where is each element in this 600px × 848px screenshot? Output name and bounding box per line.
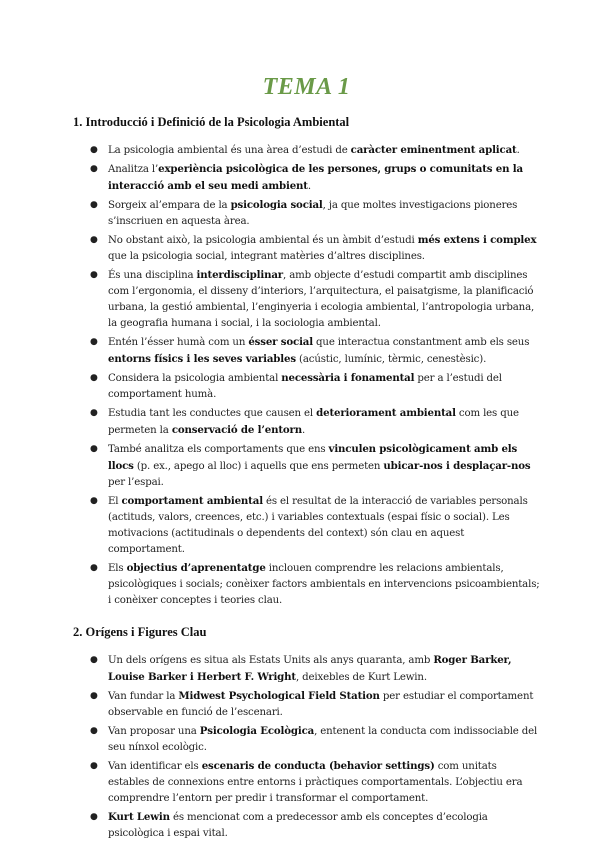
bullet-icon: ●: [90, 655, 98, 665]
bold-text: psicologia social: [230, 199, 323, 211]
bold-text: caràcter eminentment aplicat: [350, 144, 517, 156]
text-run: , entenent la conducta com indissociable del seu nínxol ecològic.: [108, 726, 538, 753]
bullet-icon: ●: [90, 812, 98, 822]
section-heading: 2. Orígens i Figures Clau: [73, 625, 207, 639]
list-item: [73, 809, 540, 842]
list-item: [73, 441, 540, 491]
bullet-icon: ●: [90, 270, 98, 280]
list-item: [73, 267, 540, 332]
bold-text: experiència psicològica de les persones, grups o comunitats en la interacció amb el seu medi ambient: [108, 163, 523, 192]
bullet-icon: ●: [90, 235, 98, 245]
bullet-list: [73, 652, 540, 842]
bullet-icon: ●: [90, 145, 98, 155]
bullet-icon: ●: [90, 563, 98, 573]
bold-text: objectius d’aprenentatge: [126, 562, 266, 574]
list-item: [73, 197, 540, 230]
bold-text: vinculen psicològicament amb els llocs: [108, 443, 518, 472]
text-run: Un dels orígens es situa als Estats Units als anys quaranta, amb: [108, 655, 434, 666]
list-item: [73, 161, 540, 195]
bold-text: ubicar-nos i desplaçar-nos: [383, 460, 531, 472]
bullet-icon: ●: [90, 726, 98, 736]
text-run: Van identificar els: [108, 761, 202, 772]
bullet-icon: ●: [90, 408, 98, 418]
text-run: , amb objecte d’estudi compartit amb disciplines com l’ergonomia, el disseny d’interiors, l’arquitectura, el paisatgisme, la planificació urbana, la gestió ambiental, l’enginyeria i ecologia ambiental, l’antropologia urbana, la geografia humana i social, i la sociologia ambiental.: [108, 270, 535, 329]
bullet-icon: ●: [90, 691, 98, 701]
text-run: Entén l’ésser humà com un: [108, 337, 249, 348]
text-run: és mencionat com a predecessor amb els conceptes d’ecologia psicològica i espai vital.: [108, 812, 488, 839]
text-run: Van fundar la: [108, 691, 179, 702]
bullet-icon: ●: [90, 761, 98, 771]
text-run: Considera la psicologia ambiental: [108, 373, 282, 384]
text-run: És una disciplina: [108, 270, 197, 281]
text-run: que interactua constantment amb els seus: [312, 337, 530, 348]
bullet-icon: ●: [90, 164, 98, 174]
list-item: [73, 370, 540, 403]
bullet-icon: ●: [90, 496, 98, 506]
list-item: [73, 652, 540, 686]
text-run: per l’espai.: [108, 477, 164, 488]
bold-text: més extens i complex: [417, 234, 537, 246]
text-run: També analitza els comportaments que ens: [108, 444, 329, 455]
list-item: [73, 723, 540, 756]
bold-text: Psicologia Ecològica: [199, 725, 315, 737]
section-heading: 1. Introducció i Definició de la Psicologia Ambiental: [73, 115, 350, 129]
text-run: .: [302, 425, 306, 436]
list-item: [73, 334, 540, 368]
text-run: Analitza l’: [108, 164, 159, 175]
bold-text: conservació de l’entorn: [171, 424, 303, 436]
list-item: [73, 493, 540, 558]
text-run: per estudiar el comportament observable en funció de l’escenari.: [108, 691, 534, 718]
text-run: és el resultat de la interacció de variables personals (actituds, valors, creences, etc.) i variables contextuals (espai físic o social). Les motivacions (actitudinals o dependents del context) són clau en aquest comportament.: [108, 496, 528, 555]
text-run: inclouen comprendre les relacions ambientals, psicològiques i socials; conèixer factors ambientals en intervencions psicoambientals; i conèixer conceptes i teories clau.: [108, 563, 540, 606]
text-run: que la psicologia social, integrant matèries d’altres disciplines.: [108, 251, 425, 262]
page-title: TEMA 1: [262, 74, 351, 100]
text-run: Van proposar una: [108, 726, 200, 737]
bold-text: entorns físics i les seves variables: [108, 353, 296, 365]
text-run: com unitats estables de connexions entre entorns i pràctiques comportamentals. L’objectiu era comprendre l’entorn per predir i transformar el comportament.: [108, 761, 523, 804]
bold-text: Roger Barker, Louise Barker i Herbert F. Wright: [108, 654, 512, 683]
list-item: [73, 688, 540, 721]
bold-text: necessària i fonamental: [281, 372, 415, 384]
text-run: Estudia tant les conductes que causen el: [108, 408, 317, 419]
bullet-icon: ●: [90, 373, 98, 383]
text-run: Els: [108, 563, 127, 574]
list-item: [73, 232, 540, 265]
list-item: [73, 758, 540, 807]
text-run: El: [108, 496, 122, 507]
list-item: [73, 142, 540, 159]
bold-text: ésser social: [248, 336, 313, 348]
text-run: .: [516, 145, 520, 156]
bullet-list: [73, 142, 540, 609]
list-item: [73, 560, 540, 609]
bold-text: interdisciplinar: [196, 269, 284, 281]
text-run: La psicologia ambiental és una àrea d’estudi de: [108, 145, 351, 156]
bullet-icon: ●: [90, 337, 98, 347]
text-run: (acústic, lumínic, tèrmic, cenestèsic).: [295, 354, 487, 365]
document-body: [73, 115, 540, 842]
bullet-icon: ●: [90, 444, 98, 454]
bold-text: escenaris de conducta (behavior settings): [201, 760, 435, 772]
text-run: , ja que moltes investigacions pioneres s’inscriuen en aquesta àrea.: [108, 200, 518, 227]
text-run: per a l’estudi del comportament humà.: [108, 373, 502, 400]
bold-text: Kurt Lewin: [108, 811, 170, 823]
text-run: Sorgeix al’empara de la: [108, 200, 231, 211]
text-run: com les que permeten la: [108, 408, 519, 436]
text-run: .: [307, 181, 311, 192]
text-run: (p. ex., apego al lloc) i aquells que ens permeten: [133, 461, 384, 472]
bold-text: Midwest Psychological Field Station: [178, 690, 380, 702]
text-run: , deixebles de Kurt Lewin.: [295, 672, 427, 683]
bullet-icon: ●: [90, 200, 98, 210]
bold-text: deteriorament ambiental: [316, 407, 456, 419]
bold-text: comportament ambiental: [121, 495, 263, 507]
list-item: [73, 405, 540, 439]
text-run: No obstant això, la psicologia ambiental és un àmbit d’estudi: [108, 235, 418, 246]
